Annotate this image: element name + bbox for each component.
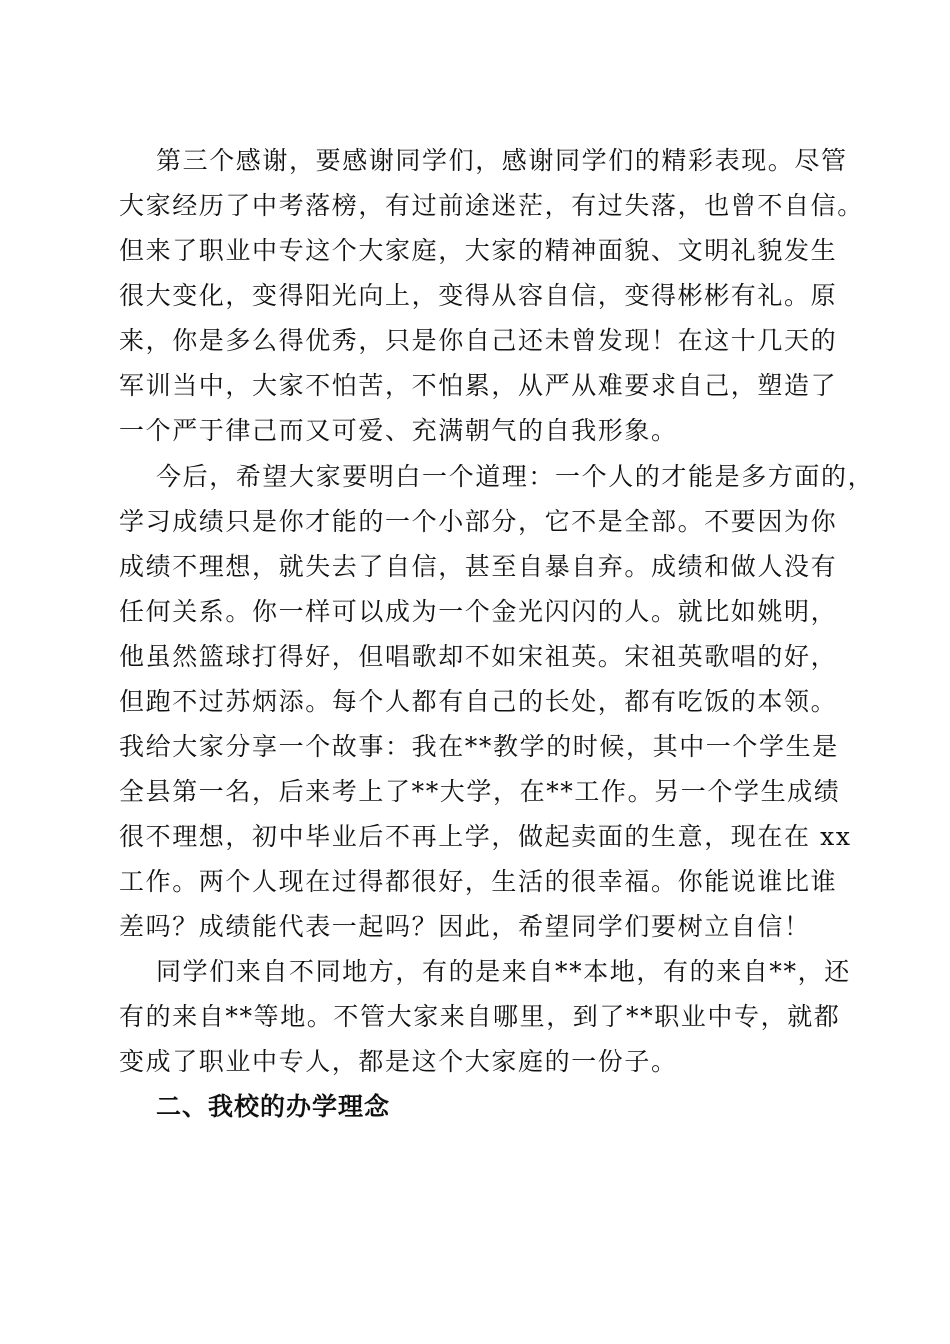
paragraph-2-line-9: 很不理想，初中毕业后不再上学，做起卖面的生意，现在在 xx xyxy=(119,822,852,851)
paragraph-1-line-4: 很大变化，变得阳光向上，变得从容自信，变得彬彬有礼。原 xyxy=(119,281,838,310)
paragraph-3-line-3: 变成了职业中专人，都是这个大家庭的一份子。 xyxy=(119,1047,678,1076)
paragraph-2-line-5: 他虽然篮球打得好，但唱歌却不如宋祖英。宋祖英歌唱的好， xyxy=(119,642,838,671)
paragraph-2-line-6: 但跑不过苏炳添。每个人都有自己的长处，都有吃饭的本领。 xyxy=(119,687,838,716)
paragraph-2-line-4: 任何关系。你一样可以成为一个金光闪闪的人。就比如姚明， xyxy=(119,597,838,626)
paragraph-2-line-10: 工作。两个人现在过得都很好，生活的很幸福。你能说谁比谁 xyxy=(119,867,838,896)
paragraph-2-line-11: 差吗？成绩能代表一起吗？因此，希望同学们要树立自信！ xyxy=(119,912,811,941)
paragraph-2-line-2: 学习成绩只是你才能的一个小部分，它不是全部。不要因为你 xyxy=(119,507,838,536)
paragraph-1-line-3: 但来了职业中专这个大家庭，大家的精神面貌、文明礼貌发生 xyxy=(119,236,838,265)
paragraph-3-line-2: 有的来自**等地。不管大家来自哪里，到了**职业中专，就都 xyxy=(119,1002,841,1031)
paragraph-2-line-8: 全县第一名，后来考上了**大学，在**工作。另一个学生成绩 xyxy=(119,777,841,806)
paragraph-1-line-6: 军训当中，大家不怕苦，不怕累，从严从难要求自己，塑造了 xyxy=(119,371,838,400)
paragraph-2-line-3: 成绩不理想，就失去了自信，甚至自暴自弃。成绩和做人没有 xyxy=(119,552,838,581)
section-heading: 二、我校的办学理念 xyxy=(156,1092,391,1121)
paragraph-1-line-1: 第三个感谢，要感谢同学们，感谢同学们的精彩表现。尽管 xyxy=(156,146,848,175)
paragraph-1-line-2: 大家经历了中考落榜，有过前途迷茫，有过失落，也曾不自信。 xyxy=(119,191,864,220)
paragraph-2-line-7: 我给大家分享一个故事：我在**教学的时候，其中一个学生是 xyxy=(119,732,839,761)
paragraph-1-line-7: 一个严于律己而又可爱、充满朝气的自我形象。 xyxy=(119,416,678,445)
paragraph-3-line-1: 同学们来自不同地方，有的是来自**本地，有的来自**，还 xyxy=(156,957,851,986)
paragraph-2-line-1: 今后，希望大家要明白一个道理：一个人的才能是多方面的， xyxy=(156,462,875,491)
paragraph-1-line-5: 来，你是多么得优秀，只是你自己还未曾发现！在这十几天的 xyxy=(119,326,838,355)
